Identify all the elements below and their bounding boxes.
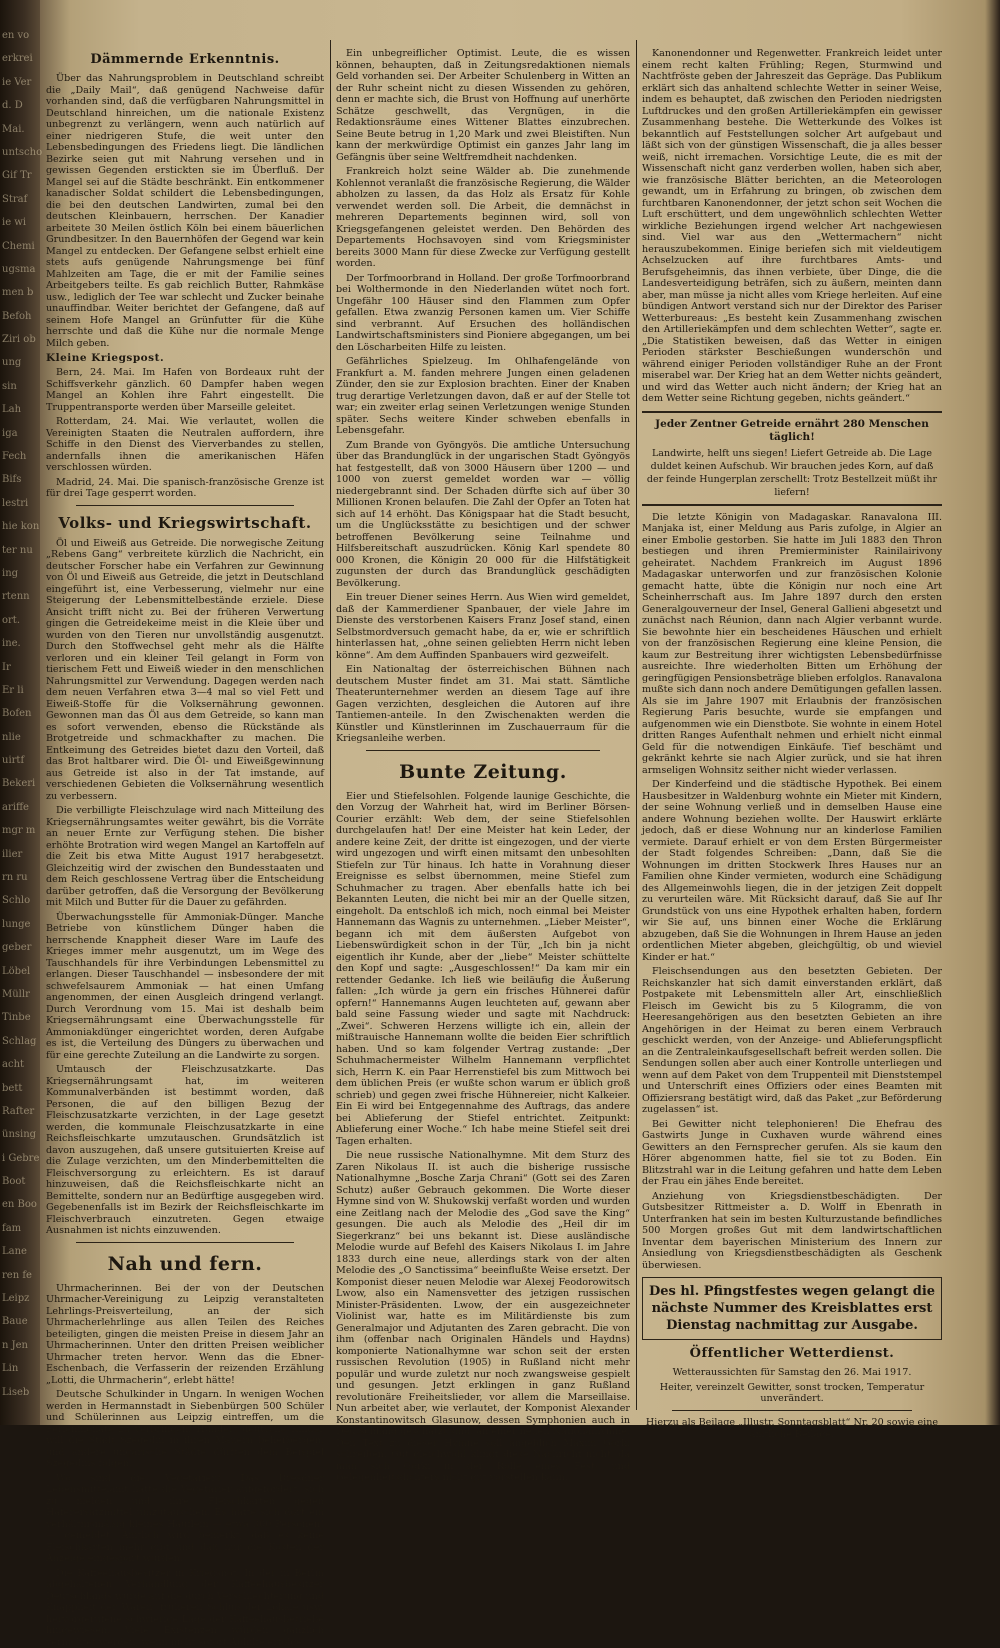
news-item: Die neue russische Nationalhymne. Mit dem Sturz des Zaren Nikolaus II. ist auch die bisherige russische Nationalhymne „Bosche Zarja Chrani“ (Gott sei des Zaren Schutz) außer Gebrauch gekommen. Die Worte dieser Hymne sind von W. Shukowskij verfaßt worden und wurden eine Zeitlang nach der Melodie des „God save the King“ gesungen. Die auch als Melodie des „Heil dir im Siegerkranz“ bei uns bekannt ist. Diese ausländische Melodie wurde auf Befehl des Kaisers Nikolaus I. im Jahre 1833 durch eine neue, allerdings stark von der alten Melodie des „O Sanctissima“ beeinflußte Weise ersetzt. Der Komponist dieser neuen Melodie war Alexej Feodorowitsch Lwow, also ein Namensvetter des jetzigen russischen Minister-Präsidenten. Lwow, der ein ausgezeichneter Violinist war, hatte es im Militärdienste bis zum Generalmajor und Adjutanten des Zaren gebracht. Die von ihm (offenbar nach Originalen Händels und Haydns) komponierte Nationalhymne war schon seit der ersten russischen Revolution (1905) in Rußland nicht mehr populär und wurde zuletzt nur noch zwangsweise gespielt und gesungen. Jetzt erklingen in ganz Rußland revolutionäre Freiheitslieder, vor allem die Marseillaise. Nun arbeitet aber, wie verlautet, der Komponist Alexander Konstantinowitsch Glasunow, dessen Symphonien auch in Deutschland geschätzt sind, an einer neuen Nationalhymne. Den Text zu dieser Hymne soll angeblich Maxim Gorki schreiben. Gut gleichwohl klingt diese Nachricht nicht, da man sich Gorki in der Rolle eines Fest- und Gelegenheitsdichters nicht gut vorstellen kann. [336,1150,630,1484]
divider [366,750,600,751]
edge-text-fragment: Schlag [2,1036,38,1047]
edge-text-fragment: Lane [2,1246,38,1257]
appeal-text: Landwirte, helft uns siegen! Liefert Getreide ab. Die Lage duldet keinen Aufschub. Wir brauchen jedes Korn, auf daß der feinde Hungerplan zerschellt: Trotz Bestellzeit müßt ihr liefern! [644,447,940,499]
edge-text-fragment: Bekeri [2,778,38,789]
column-middle [336,48,630,1408]
edge-text-fragment: Boot [2,1176,38,1187]
edge-text-fragment: iga [2,428,38,439]
edge-text-fragment: Leipz [2,1293,38,1304]
section-heading-nah-und-fern: Nah und fern. [46,1253,324,1275]
edge-text-fragment: bett [2,1083,38,1094]
adjacent-page-edge [0,0,40,1425]
article-heading: Dämmernde Erkenntnis. [46,52,324,67]
edge-text-fragment: ünsing [2,1129,38,1140]
section-heading-wirtschaft: Volks- und Kriegswirtschaft. [46,514,324,532]
edge-text-fragment: Ir [2,662,38,673]
news-item: Die Kaffeehausbesitzer in Kriegsnot. In der in Berlin abgehaltenen Verhandlung der Kaffeehausbesitzer Deutschlands wurde auf die durch Verschlechterung und Knappheit der Waren, früheren Schluß der Lokale usw. hervorgerufene schwierige Lage der Kaffeehausbetriebe hingewiesen. Viele Existenzen würden gänzlich vernichtet werden, wenn nicht sofort Abhilfe erfolge. [46,1568,324,1648]
edge-text-fragment: ilier [2,849,38,860]
edge-text-fragment: Rafter [2,1106,38,1117]
news-item: Gefährliches Spielzeug. Im Ohlhafengelände von Frankfurt a. M. fanden mehrere Jungen einen geladenen Zünder, den sie zur Explosion brachten. Einer der Knaben trug derartige Verletzungen davon, daß er auf der Stelle tot war; ein zweiter erlag seinen Verletzungen wenige Stunden später. Sechs weitere Kinder schweben ebenfalls in Lebensgefahr. [336,356,630,437]
edge-text-fragment: untscho [2,147,38,158]
edge-text-fragment: Schlo [2,895,38,906]
news-item: Ein treuer Diener seines Herrn. Aus Wien wird gemeldet, daß der Kammerdiener Spanbauer, der viele Jahre im Dienste des verstorbenen Kaisers Franz Josef stand, einen Selbstmordversuch gemacht habe, da er, wie er schriftlich hinterlassen hat, „ohne seinen geliebten Herrn nicht leben könne“. Am dem Auffinden Spanbauers wird gezweifelt. [336,592,630,661]
edge-text-fragment: i Gebre [2,1153,38,1164]
edge-text-fragment: geber [2,942,38,953]
news-item: Fleischsendungen aus den besetzten Gebieten. Der Reichskanzler hat sich damit einverstanden erklärt, daß Postpakete mit Lebensmitteln aller Art, einschließlich Fleisch im Gewicht bis zu 5 Kilogramm, die von Heeresangehörigen aus den besetzten Gebieten an ihre Angehörigen in der Heimat zu beren einem Verbrauch geschickt werden, von der Anzeige- und Ablieferungspflicht an die Zentraleinkaufsgesellschaft befreit werden sollen. Die Sendungen sollen aber auch einer Kontrolle unterliegen und wenn auf dem Paket von dem Truppenteil mit Dienststempel und Unterschrift eines Offiziers oder eines Beamten mit Offiziersrang bestätigt wird, daß das Paket „zur Beförderung zugelassen“ ist. [642,966,942,1116]
edge-text-fragment: Löbel [2,966,38,977]
divider [672,1410,912,1411]
edge-text-fragment: n Jen [2,1340,38,1351]
news-item: Überwachungsstelle für Ammoniak-Dünger. Manche Betriebe von künstlichem Dünger haben die herrschende Knappheit dieser Ware im Laufe des Krieges immer mehr ausgenutzt, um im Wege des Tauschhandels für ihre Verbindungen Lebensmittel zu erlangen. Dieser Tauschhandel — insbesondere der mit schwefelsaurem Ammoniak — hat einen Umfang angenommen, der einen Ausgleich dringend verlangt. Durch Verordnung vom 15. Mai ist deshalb beim Kriegsernährungsamt eine Überwachungsstelle für Ammoniakdünger eingerichtet worden, deren Aufgabe es ist, die Verteilung des Düngers zu überwachen und für eine gerechte Zuteilung an die Landwirte zu sorgen. [46,912,324,1062]
edge-text-fragment: Bifs [2,474,38,485]
edge-text-fragment: ren fe [2,1270,38,1281]
edge-text-fragment: ing [2,568,38,579]
section-heading-kriegspost: Kleine Kriegspost. [46,352,324,364]
edge-text-fragment: Lah [2,404,38,415]
edge-text-fragment: Bofen [2,708,38,719]
edge-text-fragment: Straf [2,194,38,205]
news-item: Deutsche Schulkinder in Ungarn. In wenigen Wochen werden in Hermannstadt in Siebenbürgen 500 Schüler und Schülerinnen aus Leipzig eintreffen, um die Ferienmonate zu verbringen. Hundert deutsche Kinder will die Stadt Szegedin in ihren Mauern beherbergen, und andere ungarische Städte dürften dem Beispiel Szegedins folgen. [46,1389,324,1470]
edge-text-fragment: rn ru [2,872,38,883]
column-rule [636,40,637,1410]
edge-text-fragment: fam [2,1223,38,1234]
edge-text-fragment: Chemi [2,241,38,252]
edge-text-fragment: ort. [2,615,38,626]
news-item: Die letzte Königin von Madagaskar. Ranavalona III. Manjaka ist, einer Meldung aus Paris zufolge, in Algier an einer Embolie gestorben. Sie hatte im Juli 1883 den Thron bestiegen und ihren Premierminister Rainilairivony geheiratet. Nachdem Frankreich im August 1896 Madagaskar unterworfen und zur französischen Kolonie gemacht hatte, übte die Königin nur noch eine Art Scheinherrschaft aus. Im Jahre 1897 durch den ersten Generalgouverneur der Insel, General Gallieni abgesetzt und zunächst nach Réunion, dann nach Algier verbannt wurde. Sie bewohnte hier ein bescheidenes Häuschen und erhielt von der französischen Regierung eine kleine Pension, die kaum zur Bestreitung ihrer wichtigsten Lebensbedürfnisse ausreichte. Ihre wiederholten Bitten um Erhöhung der geringfügigen Pensionsbeträge blieben erfolglos. Ranavalona mußte sich dann noch andere Demütigungen gefallen lassen. Als sie im Jahre 1907 mit Erlaubnis der französischen Regierung Paris besuchte, wurde sie empfangen und aufgenommen wie ein Dienstbote. Sie wohnte in einem Hotel dritten Ranges Aufenthalt nehmen und erhielt nicht einmal Geld für die notwendigen Einkäufe. Tief beschämt und gekränkt kehrte sie nach Algier zurück, und sie hat ihren armseligen Wohnsitz seither nicht wieder verlassen. [642,512,942,777]
edge-text-fragment: ugsma [2,264,38,275]
news-item: Zum Brande von Gyöngyös. Die amtliche Untersuchung über das Brandunglück in der ungarischen Stadt Gyöngyös hat festgestellt, daß von 3000 Häusern über 1200 — und 1000 von zuerst gemeldet worden war — völlig niedergebrannt sind. Der Schaden dürfte sich auf über 30 Millionen Kronen belaufen. Die Zahl der Opfer an Toten hat sich auf 14 erhöht. Das Königspaar hat die Stadt besucht, um die Unglücksstätte zu besichtigen und der schwer betroffenen Bevölkerung seine Teilnahme und Hilfsbereitschaft auszudrücken. König Karl spendete 80 000 Kronen, die Königin 20 000 für die Hilfstätigkeit zugunsten der durch das Brandunglück geschädigten Bevölkerung. [336,440,630,590]
edge-text-fragment: Lin [2,1363,38,1374]
edge-text-fragment: Fech [2,451,38,462]
news-item: Rotterdam, 24. Mai. Wie verlautet, wollen die Vereinigten Staaten die Neutralen auffordern, ihre Schiffe in den Dienst des Vierverbandes zu stellen, andernfalls ihnen die amerikanischen Häfen verschlossen würden. [46,416,324,474]
news-item: Frankreich holzt seine Wälder ab. Die zunehmende Kohlennot veranlaßt die französische Regierung, die Wälder abholzen zu lassen, da das Holz als Ersatz für Kohle verwendet werden soll. Die Arbeit, die demnächst in mehreren Departements beginnen wird, soll von Kriegsgefangenen geleistet werden. Den Behörden des Departements Hochsavoyen sind vom Kriegsminister bereits 3000 Mann für diese Zwecke zur Verfügung gestellt worden. [336,166,630,270]
edge-text-fragment: ie wi [2,217,38,228]
section-heading-bunte-zeitung: Bunte Zeitung. [336,761,630,783]
news-item: Kanonendonner und Regenwetter. Frankreich leidet unter einem recht kalten Frühling; Regen, Sturmwind und Nachtfröste geben der Jahreszeit das Gepräge. Das Publikum erklärt sich das anhaltend schlechte Wetter in seiner Weise, indem es behauptet, daß zwischen den Perioden niedrigsten Luftdruckes und den großen Artilleriekämpfen ein gewisser Zusammenhang bestehe. Die Wetterkunde des Volkes ist bekanntlich auf Feststellungen solcher Art aufgebaut und läßt sich von der günstigen Wissenschaft, die ja alles besser weiß, nicht irremachen. Vorsichtige Leute, die es mit der Wissenschaft nicht ganz verderben wollen, haben sich aber, wie französische Blätter berichten, an die Meteorologen gewandt, um in Erfahrung zu bringen, ob zwischen dem furchtbaren Kanonendonner, der jetzt schon seit Wochen die Luft erschüttert, und dem ungewöhnlich schlechten Wetter wirkliche Beziehungen irgend welcher Art nachgewiesen sind. Viel war aus den „Wettermachern“ nicht herauszubekommen. Einige beriefen sich mit vieldeutigem Achselzucken auf ihre furchtbares Amts- und Berufsgeheimnis, das ihnen verbiete, über Dinge, die die Landesverteidigung beträfen, sich zu äußern, meinten dann aber, man müsse ja nicht alles vom Kriege herleiten. Auf eine bündigen Antwort verstand sich nur der Direktor des Pariser Wetterbureaus: „Es besteht kein Zusammenhang zwischen den Artilleriekämpfen und dem schlechten Wetter“, sagte er. „Die Statistiken beweisen, daß das Wetter in einigen Perioden stärkster Beschießungen wunderschön und während einiger Perioden vollständiger Ruhe an der Front miserabel war. Der Krieg hat an dem Wetter nichts geändert, und wird das Wetter auch nicht ändern; der Krieg hat an dem Wetter seine Richtung gegeben, nichts geändert.“ [642,48,942,405]
edge-text-fragment: Liseb [2,1387,38,1398]
edge-text-fragment: ine. [2,638,38,649]
edge-text-fragment: Tinbe [2,1012,38,1023]
news-item: Der Torfmoorbrand in Holland. Der große Torfmoorbrand bei Wolthermonde in den Niederlanden wütet noch fort. Ungefähr 100 Häuser sind den Flammen zum Opfer gefallen. Etwa zwanzig Personen kamen um. Vier Schiffe sind verbrannt. Auf Ersuchen des holländischen Landwirtschaftsministers sind Pioniere abgegangen, um bei den Löscharbeiten Hilfe zu leisten. [336,273,630,354]
divider [76,1242,294,1243]
news-item: Uhrmacherinnen. Bei der von der Deutschen Uhrmacher-Vereinigung zu Leipzig veranstalteten Lehrlings-Preisverteilung, an der sich Uhrmacherlehrlinge aus allen Teilen des Reiches beteiligten, gingen die meisten Preise in diesem Jahr an Uhrmacherinnen. Unter den dritten Preisen weiblicher Uhrmacher treten hervor. Wenn das die Ebner-Eschenbach, die Verfasserin der reizenden Erzählung „Lotti, die Uhrmacherin“, erlebt hätte! [46,1283,324,1387]
edge-text-fragment: ung [2,357,38,368]
edge-text-fragment: nlie [2,732,38,743]
edge-text-fragment: erkrei [2,53,38,64]
news-item: Ein Nationaltag der österreichischen Bühnen nach deutschem Muster findet am 31. Mai statt. Sämtliche Theaterunternehmer werden an diesem Tage auf ihre Gagen verzichten, desgleichen die Autoren auf ihre Tantiemen-anteile. In den Zwischenakten werden die Künstler und Künstlerinnen im Zuschauerraum für die Kriegsanleihe werben. [336,664,630,745]
edge-text-fragment: mgr m [2,825,38,836]
supplement-note: Hierzu als Beilage „Illustr. Sonntagsblatt“ Nr. 20 sowie eine amtliche Beilage. [642,1417,942,1441]
news-item: Anziehung von Kriegsdienstbeschädigten. Der Gutsbesitzer Rittmeister a. D. Wolff in Ebenrath in Unterfranken hat sein im besten Kulturzustande befindliches 500 Morgen großes Gut mit dem landwirtschaftlichen Inventar dem bayerischen Ministerium des Innern zur Ansiedlung von Kriegsdienstbeschädigten als Geschenk überwiesen. [642,1191,942,1272]
edge-text-fragment: rtenn [2,591,38,602]
news-item: Ein unbegreiflicher Optimist. Leute, die es wissen können, behaupten, daß in Zeitungsredaktionen niemals Geld vorhanden sei. Der Arbeiter Schulenberg in Witten an der Ruhr scheint nicht zu diesen Wissenden zu gehören, denn er machte sich, die Brust von Hoffnung auf unerhörte Schätze geschwellt, das Vergnügen, in die Redaktionsräume eines Wittener Blattes einzubrechen. Seine Beute betrug in 1,20 Mark und zwei Bleistiften. Nun kann der merkwürdige Optimist ein ganzes Jahr lang im Gefängnis über seine Weltfremdheit nachdenken. [336,48,630,163]
news-item: Der Kinderfeind und die städtische Hypothek. Bei einem Hausbesitzer in Waldenburg wohnte ein Mieter mit Kindern, der seine Wohnung verließ und in demselben Hause eine andere Wohnung beziehen wollte. Der Hauswirt erklärte jedoch, daß er diese Wohnung nur an kinderlose Familien vermiete. Darauf erhielt er von dem Ersten Bürgermeister der Stadt folgendes Schreiben: „Dann, daß Sie die Wohnungen im dritten Stockwerk Ihres Hauses nur an Familien ohne Kinder vermieten, wodurch eine Schädigung des Allgemeinwohls liegen, die in der jetzigen Zeit doppelt zu verurteilen wäre. Mit Rücksicht darauf, daß Sie auf Ihr Grundstück von uns eine Hypothek erhalten haben, fordern wir Sie auf, uns binnen einer Woche die Erklärung abzugeben, daß Sie die Wohnungen in Ihrem Hause an jeden ordentlichen Mieter abgeben, gleichgültig, ob und wieviel Kinder er hat.“ [642,779,942,963]
edge-text-fragment: men b [2,287,38,298]
news-item: Eier und Stiefelsohlen. Folgende launige Geschichte, die den Vorzug der Wahrheit hat, wird im Berliner Börsen-Courier erzählt: Web dem, der seine Stiefelsohlen durchgelaufen hat! Der eine Meister hat kein Leder, der andere keine Zeit, der dritte ist eingezogen, und der vierte wird ungezogen und wirft einen mitsamt den unbesohlten Stiefeln zur Tür hinaus. Ich hatte in Vorahnung dieser Ereignisse es selbst übernommen, meine Stiefel zum Schuhmacher zu tragen. Aber ebenfalls hatte ich bei Bekannten Leuten, die nicht bei mir an der Quelle sitzen, eingeholt. Da entschloß ich mich, noch einmal bei Meister Hannemann das Wagnis zu unternehmen. „Lieber Meister“, begann ich mit dem äußersten Aufgebot von Liebenswürdigkeit schon in der Tür, „Ich bin ja nicht eigentlich ihr Kunde, aber der „liebe“ Meister schüttelte den Kopf und sagte: „Ausgeschlossen!“ Da kam mir ein rettender Gedanke. Ich ließ wie beiläufig die Äußerung fallen: „Ich würde ja gern ein frisches Hühnerei dafür opfern!“ Hannemanns Augen leuchteten auf, gewann aber bald seine Fassung wieder und sagte mit Nachdruck: „Zwei“. Schweren Herzens willigte ich ein, allein der mißtrauische Hannemann wollte die beiden Eier schriftlich haben. Und so kam folgender Vertrag zustande: „Der Schuhmachermeister Wilhelm Hannemann verpflichtet sich, Herrn K. ein Paar Herrenstiefel bis zum Mittwoch bei dem üblichen Preis (er wußte schon warum er üblich groß schrieb) und gegen zwei frische Hühnereier, nicht Kalkeier. Ein Ei wird bei Entgegennahme des Auftrags, das andere bei Ablieferung der Stiefel entrichtet. Zeitpunkt: Ablieferung einer Woche.“ Ich habe meine Stiefel seit drei Tagen erhalten. [336,791,630,1148]
news-item: Wo sind die Vegetarier? Das Dresdner Lebensmittelamt hatte die Vegetarier aufgefordert, sich zu melden und ihre Fleischkarten gegen Haferersatzmittel umzutauschen. Es hatte sich dort ein verhältnismäßig kleines Häuflein — etwa 300 Personen! — gemeldet. Amtlich wird bemerkt, daß es keine Fleischkarten mehr gibt und daß nur die Kosten der Anzeige eingespart wurden. [46,1473,324,1565]
column-right [642,48,942,1408]
edge-text-fragment: Ziri ob [2,334,38,345]
edge-text-fragment: Befoh [2,311,38,322]
edge-text-fragment: sin [2,381,38,392]
edge-text-fragment: d. D [2,100,38,111]
edge-text-fragment: Müllr [2,989,38,1000]
weather-forecast-date: Wetteraussichten für Samstag den 26. Mai 1917. [642,1367,942,1379]
edge-text-fragment: hie kon [2,521,38,532]
news-item: Umtausch der Fleischzusatzkarte. Das Kriegsernährungsamt hat, im weiteren Kommunalverbänden ist bestimmt worden, daß Personen, die auf den billigen Bezug der Fleischzusatzkarte verzichten, in der Lage gesetzt werden, die kommunale Fleischzusatzkarte in eine Reichsfleischkarte umzutauschen. Grundsätzlich ist davon auszugehen, daß unsere gutsituierten Kreise auf die Zulage verzichten, um den Minderbemittelten die Fleischversorgung zu erleichtern. Es ist darauf hinzuweisen, daß die Reichsfleischkarte nicht an Bemittelte, sondern nur an Bedürftige ausgegeben wird. Gegebenenfalls ist im Bezirk der Reichsfleischkarte im Fleischverbrauch einzutreten. Gegen etwaige Ausnahmen ist nichts einzuwenden. [46,1064,324,1237]
news-item: Bern, 24. Mai. Im Hafen von Bordeaux ruht der Schiffsverkehr gänzlich. 60 Dampfer haben wegen Mangel an Kohlen ihre Fahrt eingestellt. Die Truppentransporte werden über Marseille geleitet. [46,367,324,413]
appeal-box [642,411,942,506]
edge-text-fragment: en vo [2,30,38,41]
weather-forecast-text: Heiter, vereinzelt Gewitter, sonst trocken, Temperatur unverändert. [642,1382,942,1405]
holiday-notice: Des hl. Pfingstfestes wegen gelangt die nächste Nummer des Kreisblattes erst Dienstag nachmittag zur Ausgabe. [642,1277,942,1340]
column-left [46,48,324,1408]
edge-text-fragment: lunge [2,919,38,930]
edge-text-fragment: acht [2,1059,38,1070]
divider [76,505,294,506]
edge-text-fragment: Baue [2,1316,38,1327]
news-item: Bei Gewitter nicht telephonieren! Die Ehefrau des Gastwirts Junge in Cuxhaven wurde während eines Gewitters an den Fernsprecher gerufen. Als sie kaum den Hörer abgenommen hatte, fiel sie tot zu Boden. Ein Blitzstrahl war in die Leitung gefahren und hatte dem Leben der Frau ein jähes Ende bereitet. [642,1119,942,1188]
edge-text-fragment: ie Ver [2,77,38,88]
news-item: Die verbilligte Fleischzulage wird nach Mitteilung des Kriegsernährungsamtes weiter gewährt, bis die Vorräte an neuer Ernte zur Verfügung stehen. Die bisher erhöhte Brotration wird wegen Mangel an Kartoffeln auf die Zeit bis etwa Mitte August 1917 herabgesetzt. Gleichzeitig wird der zwischen den Bundesstaaten und dem Reich geschlossene Vertrag über die Entscheidung darüber getroffen, daß die Versorgung der Bevölkerung mit Milch und Butter für die Dauer zu gefährden. [46,805,324,909]
weather-heading: Öffentlicher Wetterdienst. [642,1346,942,1361]
news-item: Öl und Eiweiß aus Getreide. Die norwegische Zeitung „Rebens Gang“ verbreitete kürzlich die Nachricht, ein deutscher Forscher habe ein Verfahren zur Gewinnung von Öl und Eiweiß aus Getreide, die jetzt in Deutschland eingeführt ist, eine Verbesserung, vielmehr nur eine Steigerung der Lebensmittelbestände erziele. Diese Ansicht trifft nicht zu. Bei der früheren Verwertung gingen die Getreidekeime meist in die Kleie über und wurden von den Tieren nur unvollständig ausgenutzt. Durch den Stoffwechsel geht mehr als die Hälfte verloren und ein kleiner Teil gelangt in Form von tierischem Fett und Eiweiß wieder in den menschlichen Nahrungsmittel zur Verwendung. Dagegen werden nach dem neuen Verfahren etwa 3—4 mal so viel Fett und Eiweiß-Stoffe für die Volksernährung gewonnen. Gewonnen man das Öl aus dem Getreide, so kann man es sofort verwenden, ebenso die Rückstände als Brotgetreide und schmackhafter zu machen. Die Entkeimung des Getreides bietet dazu den Vorteil, daß das Brot haltbarer wird. Die Öl- und Eiweißgewinnung aus Getreide ist also in der Tat imstande, auf verschiedenen Gebieten die Volksernährung wesentlich zu verbessern. [46,538,324,803]
edge-text-fragment: lestri [2,498,38,509]
edge-text-fragment: en Boo [2,1199,38,1210]
edge-text-fragment: Er li [2,685,38,696]
column-rule [330,40,331,1410]
news-item: Madrid, 24. Mai. Die spanisch-französische Grenze ist für drei Tage gesperrt worden. [46,477,324,500]
edge-text-fragment: ariffe [2,802,38,813]
edge-text-fragment: Gif Tr [2,170,38,181]
appeal-headline: Jeder Zentner Getreide ernährt 280 Menschen täglich! [655,418,929,443]
edge-text-fragment: uirtf [2,755,38,766]
weather-service [642,1346,942,1405]
edge-text-fragment: ter nu [2,545,38,556]
article-text: Über das Nahrungsproblem in Deutschland schreibt die „Daily Mail“, daß genügend Nachweise dafür vorhanden sind, daß die verfügbaren Nahrungsmittel in Deutschland hinreichen, um die nationale Existenz unbegrenzt zu verlängern, wenn auch natürlich auf einer niedrigeren Stufe, die weit unter den Lebensbedingungen des Friedens liegt. Die ländlichen Bezirke seien gut mit Nahrung versehen und in gewissen Gegenden erstickten sie im Überfluß. Der Mangel sei auf die Städte beschränkt. Ein entkommener kanadischer Soldat schildert die Lebensbedingungen, die bei den deutschen Landwirten, zumal bei den deutschen Kleinbauern, herrschen. Der Kanadier arbeitete 30 Meilen östlich Köln bei einem bäuerlichen Grundbesitzer. In den Bauernhöfen der Gegend war kein Mangel zu entdecken. Der Gefangene selbst erhielt eine stets aufs genügende Nahrungsmenge bei fünf Mahlzeiten am Tage, die er mit der Familie seines Arbeitgebers teilte. Es gab reichlich Butter, Rahmkäse usw., lediglich der Tee war schlecht und Zucker beinahe unauffindbar. Weiter berichtet der Gefangene, daß auf seinem Hofe Mangel an Grünfutter für die Kühe herrschte und daß die Kühe nur die normale Menge Milch geben. [46,73,324,349]
edge-text-fragment: Mai. [2,124,38,135]
